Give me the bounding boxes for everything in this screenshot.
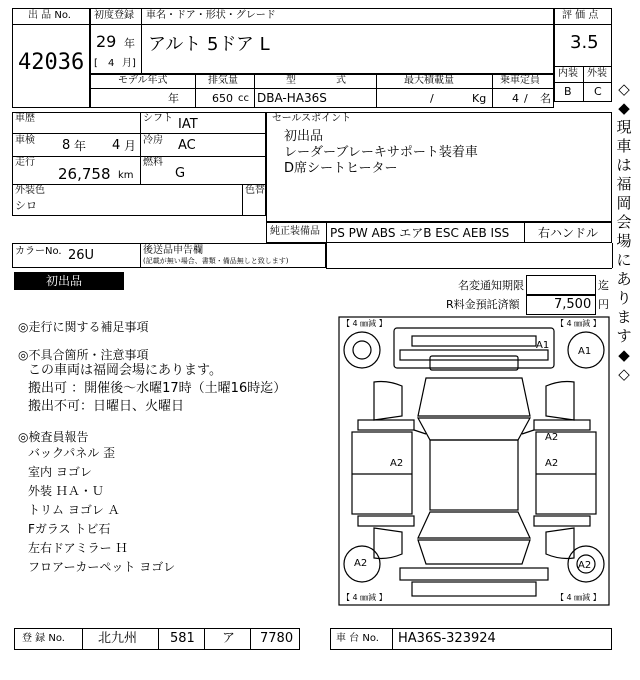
tire-label-rear-right: 【 4 ㎜減 】 [556,593,601,602]
name-change-deadline-box [526,275,596,295]
capacity-value: 4 [512,92,519,105]
ac-value: AC [178,138,196,153]
mark-rear-right-wheel: A2 [578,560,592,571]
mark-rear-left-wheel: A2 [354,558,368,569]
shift-value: IAT [178,117,198,132]
ac-label: 冷房 [143,135,163,146]
registration-number-label: 登 録 No. [22,633,65,644]
model-year-unit: 年 [168,92,179,105]
inspector-line: Fガラス トビ石 [28,522,111,536]
score-value: 3.5 [570,32,599,53]
car-damage-diagram [338,316,610,606]
mark-left-side: A2 [390,458,404,469]
color-change-label: 色替 [245,185,265,196]
mileage-value: 26,758 [58,165,111,183]
displacement-label: 排気量 [208,75,238,86]
inspector-line: 左右ドアミラー Ｈ [28,541,128,555]
chassis-number-label: 車 台 No. [336,633,379,644]
exterior-color: シロ [15,199,37,212]
registration-kana: ア [222,631,236,646]
sales-point-line: 初出品 [284,129,324,144]
fuel-label: 燃料 [143,157,163,168]
sales-points-label: セールスポイント [272,113,352,124]
equipment-label: 純正装備品 [270,226,320,237]
recycle-fee-amount: 7,500 [554,297,592,312]
inspector-report-title: ◎検査員報告 [18,430,89,444]
color-number-label: カラーNo. [15,246,62,257]
defects-title: ◎不具合箇所・注意事項 [18,348,149,362]
exterior-color-label: 外装色 [15,185,45,196]
shift-label: シフト [143,113,173,124]
color-number: 26U [68,248,95,263]
exterior-label: 外装 [587,68,607,79]
details-box [12,112,266,216]
side-banner-location: ◇ ◆ 現 車 は 福 岡 会 場 に あ り ま す ◆ ◇ [616,80,632,383]
tire-label-rear-left: 【 4 ㎜減 】 [342,593,387,602]
front-left-wheel [344,332,380,368]
mark-front-bumper: A1 [536,340,550,351]
type-label: 型 式 [286,75,346,86]
car-name-label: 車名・ドア・形状・グレード [146,10,276,21]
registration-number: 7780 [260,631,294,646]
model-type: DBA-HA36S [257,91,327,105]
history-label: 車歴 [15,113,35,124]
car-name: アルト 5ドア L [148,34,270,55]
aftermarket-note: (記載が無い場合、書類・備品無しと致します) [143,257,289,265]
first-registration-label: 初度登録 [94,10,134,21]
aftermarket-label: 後送品申告欄 [143,245,203,256]
registration-month: 4 [108,58,115,69]
inspector-line: フロアーカーペット ヨゴレ [28,560,176,574]
lot-number: 42036 [18,50,85,75]
capacity-label: 乗車定員 [500,75,540,86]
tire-label-front-left: 【 4 ㎜減 】 [342,319,387,328]
exterior-grade: C [594,85,602,98]
model-year-value: 29 [96,32,117,51]
inspection-month: 4 [112,138,121,153]
sales-point-line: レーダーブレーキサポート装着車 [284,145,478,160]
interior-grade: B [564,85,572,98]
inspector-line: 室内 ヨゴレ [28,465,92,479]
inspector-line: トリム ヨゴレ Ａ [28,503,120,517]
fuel-value: G [175,166,186,181]
registration-class: 581 [170,631,195,646]
defect-line: 搬出可 ：開催後～水曜17時（土曜16時迄） [28,381,287,396]
steering-side: 右ハンドル [538,226,599,240]
registration-region: 北九州 [98,631,138,646]
interior-label: 内装 [558,68,578,79]
tire-label-front-right: 【 4 ㎜減 】 [556,319,601,328]
year-unit: 年 [124,37,135,50]
equipment-items: PS PW ABS エアB ESC AEB ISS [330,226,510,240]
recycle-fee-label: R料金預託済額 [446,298,520,311]
inspection-year: 8 [62,138,71,153]
mileage-label: 走行 [15,157,35,168]
max-load-label: 最大積載量 [404,75,454,86]
driving-notes-title: ◎走行に関する補足事項 [18,320,149,334]
score-label: 評 価 点 [562,10,599,21]
displacement-value: 650 [212,92,233,105]
defect-line: この車両は福岡会場にあります。 [28,363,222,378]
lot-number-label: 出 品 No. [28,10,71,21]
mark-right-front-door: A2 [545,432,559,443]
inspector-line: 外装 ＨＡ・Ｕ [28,484,104,498]
name-change-deadline-label: 名変通知期限 [458,279,524,292]
defect-line: 搬出不可：日曜日、火曜日 [28,399,185,414]
sales-point-line: D席シートヒーター [284,161,398,176]
mark-front-right-wheel: A1 [578,346,592,357]
model-year-label: モデル年式 [118,75,168,86]
mark-right-rear-door: A2 [545,458,559,469]
chassis-number: HA36S-323924 [398,631,496,646]
inspector-line: バックパネル 歪 [28,446,116,460]
inspection-label: 車検 [15,135,35,146]
